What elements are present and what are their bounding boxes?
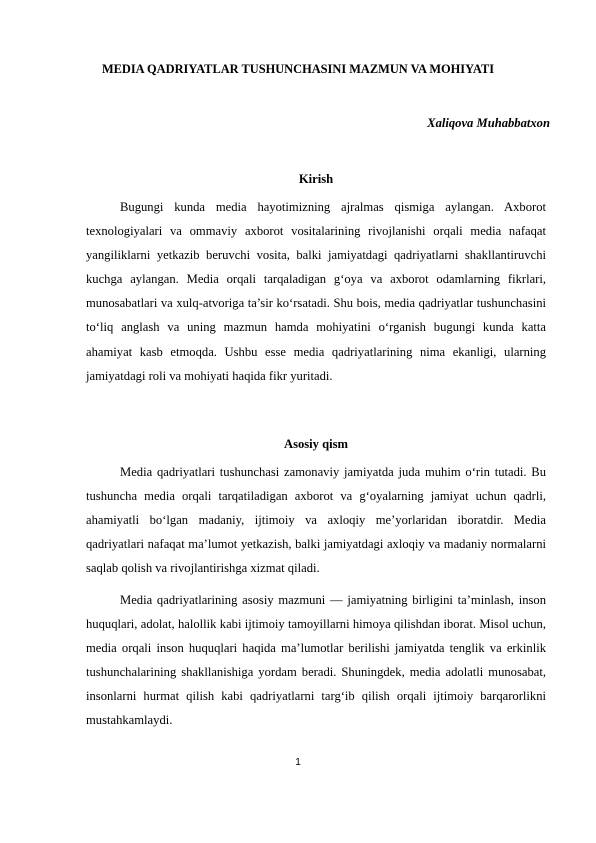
intro-paragraph: Bugungi kunda media hayotimizning ajralmas qismiga aylangan. Axborot texnologiyalari va ommaviy axborot vositalarining rivojlanishi orqali media nafaqat yangiliklarni yetkazib beruvchi vosita, balki jamiyatdagi qadriyatlarni shakllantiruvchi kuchga aylangan. Media orqali tarqaladigan g‘oya va axborot odamlarning fikrlari, munosabatlari va xulq-atvoriga ta’sir ko‘rsatadi. Shu bois, media qadriyatlar tushunchasini to‘liq anglash va uning mazmun hamda mohiyatini o‘rganish bugungi kunda katta ahamiyat kasb etmoqda. Ushbu esse media qadriyatlarining nima ekanligi, ularning jamiyatdagi roli va mohiyati haqida fikr yuritadi. [86,200,546,383]
author-name: Xaliqova Muhabbatxon [427,116,550,130]
page-number: 1 [295,757,301,768]
section-heading-asosiy-qism: Asosiy qism [283,437,349,451]
main-paragraph-2: Media qadriyatlarining asosiy mazmuni — jamiyatning birligini ta’minlash, inson huquqlari, adolat, halollik kabi ijtimoiy tamoyillarni himoya qilishdan iborat. Misol uchun, media orqali inson huquqlari haqida ma’lumotlar berilishi jamiyatda tenglik va erkinlik tushunchalarining shakllanishiga yordam beradi. Shuningdek, media adolatli munosabat, insonlarni hurmat qilish kabi qadriyatlarni targ‘ib qilish orqali ijtimoiy barqarorlikni mustahkamlaydi. [86,593,546,728]
document-title: MEDIA QADRIYATLAR TUSHUNCHASINI MAZMUN VA MOHIYATI [101,62,495,76]
main-paragraph-1: Media qadriyatlari tushunchasi zamonaviy jamiyatda juda muhim o‘rin tutadi. Bu tushuncha media orqali tarqatiladigan axborot va g‘oyalarning jamiyat uchun qadrli, ahamiyatli bo‘lgan madaniy, ijtimoiy va axloqiy me’yorlaridan iboratdir. Media qadriyatlari nafaqat ma’lumot yetkazish, balki jamiyatdagi axloqiy va madaniy normalarni saqlab qolish va rivojlantirishga xizmat qiladi. [86,465,546,576]
section-heading-kirish: Kirish [298,172,334,186]
